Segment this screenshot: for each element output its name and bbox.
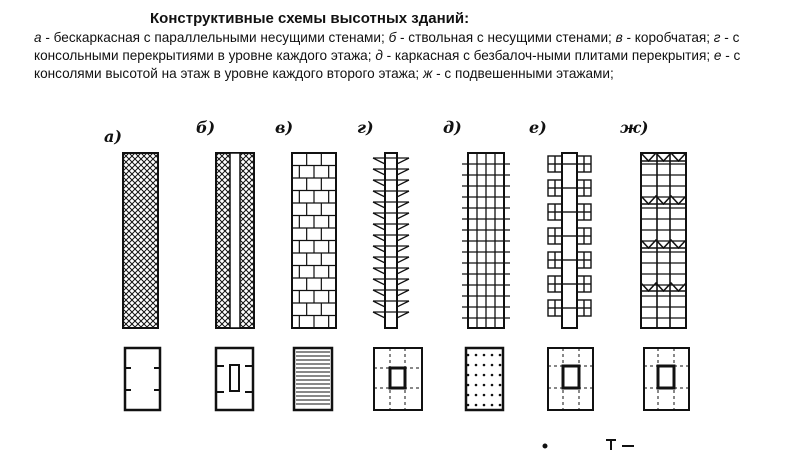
- scheme-zh-elevation: [641, 153, 686, 328]
- caption-letter: д: [375, 48, 383, 63]
- caption-desc: - каркасная с безбалоч-ными плитами перекрытия;: [382, 48, 714, 63]
- scheme-d-plan: [466, 348, 503, 410]
- scheme-v-plan: [294, 348, 332, 410]
- scheme-a-plan: [125, 348, 160, 410]
- scheme-b-plan: [216, 348, 253, 410]
- scheme-label: б): [196, 118, 216, 137]
- scheme-label: г): [357, 118, 374, 137]
- caption-desc: - с консолями высотой на этаж в уровне каждого второго этажа;: [34, 48, 741, 81]
- scheme-label: ж): [620, 118, 649, 137]
- caption-letter: а: [34, 30, 42, 45]
- scheme-g-elevation: [373, 153, 409, 328]
- scheme-a-elevation: [123, 153, 158, 328]
- scheme-d-elevation: [462, 153, 510, 328]
- scheme-b-elevation: [216, 153, 254, 328]
- scheme-label: а): [104, 127, 122, 146]
- scheme-g-plan: [374, 348, 422, 410]
- caption-desc: - бескаркасная с параллельными несущими стенами;: [41, 30, 389, 45]
- caption-letter: е: [713, 48, 722, 63]
- caption-letter: б: [388, 30, 397, 45]
- caption-desc: - коробчатая;: [622, 30, 714, 45]
- scheme-e-elevation: [548, 153, 591, 328]
- scheme-zh-plan: [644, 348, 689, 410]
- caption-desc: - с консольными перекрытиями в уровне каждого этажа;: [34, 30, 740, 63]
- bottom-fragment: [543, 440, 634, 450]
- scheme-v-elevation: [292, 153, 336, 328]
- slide-title: Конструктивные схемы высотных зданий:: [150, 10, 470, 27]
- caption-letter: ж: [422, 66, 433, 81]
- caption-letter: г: [713, 30, 721, 45]
- scheme-label: е): [529, 118, 547, 137]
- scheme-e-plan: [548, 348, 593, 410]
- caption-desc: - ствольная с несущими стенами;: [396, 30, 616, 45]
- caption-letter: в: [615, 30, 623, 45]
- caption-desc: - с подвешенными этажами;: [432, 66, 614, 81]
- scheme-label: в): [275, 118, 294, 137]
- scheme-label: д): [443, 118, 462, 137]
